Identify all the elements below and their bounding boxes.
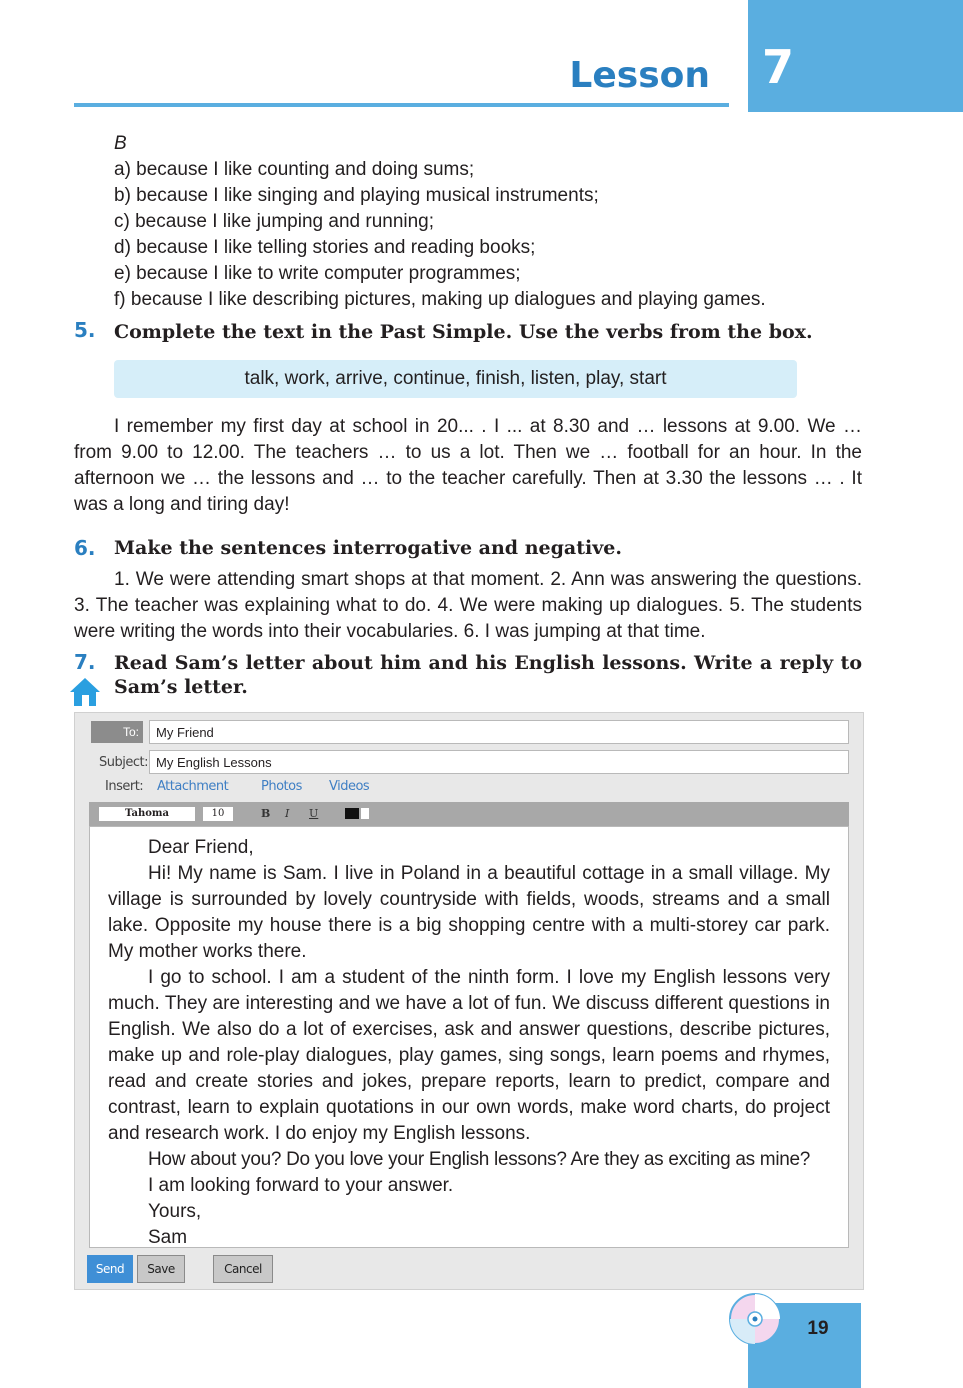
videos-link[interactable]: Videos — [329, 779, 370, 794]
list-item: b) because I like singing and playing musical instruments; — [114, 185, 599, 206]
format-toolbar — [89, 802, 849, 826]
bold-button[interactable]: B — [261, 807, 271, 820]
letter-paragraph: I go to school. I am a student of the ninth form. I love my English lessons very much. They are interesting and we have a lot of fun. We discuss different questions in English. We also do a lot of exercises, ask and answer questions, describe pictures, make up and role-play dialogues, play games, sing songs, learn poems and rhymes, read and create stories and jokes, prepare reports, learn to predict, compare and contrast, learn to explain quotations in our own words, make word charts, do project and research work. I do enjoy my English lessons. — [108, 967, 830, 1144]
message-body[interactable] — [89, 826, 849, 1248]
list-item: f) because I like describing pictures, making up dialogues and playing games. — [114, 289, 766, 310]
email-window — [74, 712, 864, 1290]
list-item: a) because I like counting and doing sums; — [114, 159, 475, 180]
underline-button[interactable]: U — [309, 807, 319, 820]
verb-box: talk, work, arrive, continue, finish, listen, play, start — [114, 360, 797, 398]
save-button[interactable]: Save — [137, 1255, 185, 1283]
home-icon — [68, 676, 102, 708]
font-select[interactable]: Tahoma — [99, 807, 195, 821]
color-dropdown-icon[interactable] — [361, 808, 369, 819]
list-item: e) because I like to write computer programmes; — [114, 263, 521, 284]
lesson-number: 7 — [762, 40, 795, 94]
text-color-button[interactable] — [345, 808, 359, 819]
subject-label: Subject: — [99, 755, 148, 770]
letter-text — [108, 835, 830, 1251]
to-label: To: — [91, 721, 143, 743]
insert-label: Insert: — [105, 779, 144, 794]
answer-list-b — [114, 131, 854, 313]
page-number: 19 — [807, 1318, 829, 1339]
task-5-number: 5. — [74, 318, 96, 342]
list-label: B — [114, 133, 127, 154]
letter-paragraph: I am looking forward to your answer. — [148, 1175, 454, 1196]
task-5-text: I remember my first day at school in 20... . I ... at 8.30 and … lessons at 9.00. We … from 9.00 to 12.00. The teachers … to us a lot. Then we … football for an hour. In the afternoon we … the lessons and … to the teacher carefully. Then at 3.30 the lessons … . It was a long and tiring day! — [74, 416, 862, 515]
task-6-number: 6. — [74, 536, 96, 560]
list-item: c) because I like jumping and running; — [114, 211, 435, 232]
letter-paragraph: Hi! My name is Sam. I live in Poland in a beautiful cottage in a small village. My village is surrounded by lovely countryside with fields, woods, streams and a small lake. Opposite my house there is a big shopping centre with a multi-storey car park. My mother works there. — [108, 863, 830, 962]
font-size-select[interactable]: 10 — [203, 807, 233, 821]
task-7-number: 7. — [74, 650, 96, 674]
italic-button[interactable]: I — [285, 807, 290, 820]
letter-signature: Sam — [148, 1227, 188, 1248]
cancel-button[interactable]: Cancel — [213, 1255, 273, 1283]
attachment-link[interactable]: Attachment — [157, 779, 229, 794]
letter-greeting: Dear Friend, — [148, 837, 254, 858]
send-button[interactable]: Send — [87, 1255, 133, 1283]
task-6-instruction: Make the sentences interrogative and negative. — [114, 537, 622, 559]
letter-paragraph: How about you? Do you love your English lessons? Are they as exciting as mine? — [148, 1149, 811, 1170]
lesson-title: Lesson — [569, 55, 710, 96]
to-field[interactable]: My Friend — [149, 720, 849, 744]
header-rule — [74, 103, 729, 107]
letter-closing: Yours, — [148, 1201, 202, 1222]
task-6-text: 1. We were attending smart shops at that moment. 2. Ann was answering the questions. 3. The teacher was explaining what to do. 4. We were making up dialogues. 5. The students were writing the words into their vocabularies. 6. I was jumping at that time. — [74, 569, 862, 642]
photos-link[interactable]: Photos — [261, 779, 302, 794]
task-7-instruction: Read Sam’s letter about him and his English lessons. Write a reply to Sam’s letter. — [114, 652, 862, 698]
subject-field[interactable]: My English Lessons — [149, 750, 849, 774]
list-item: d) because I like telling stories and reading books; — [114, 237, 536, 258]
task-5-instruction: Complete the text in the Past Simple. Use the verbs from the box. — [114, 321, 813, 343]
